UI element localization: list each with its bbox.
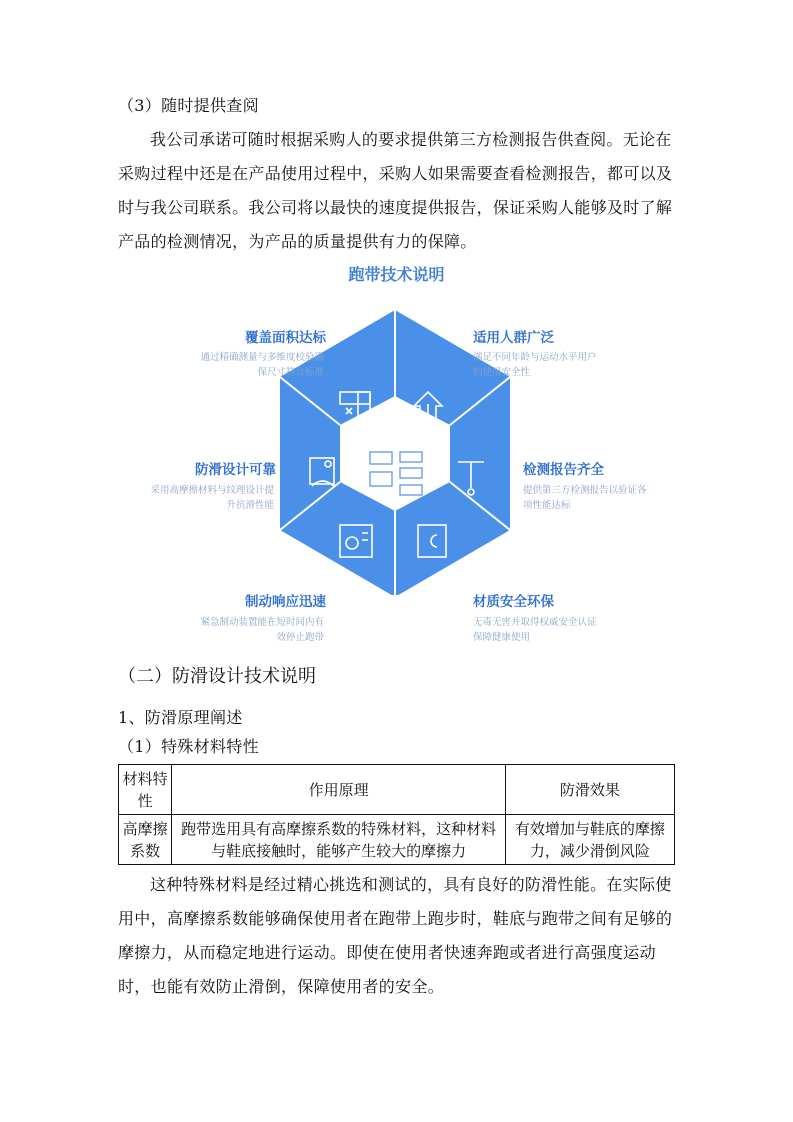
feature-desc-coverage-2: 保尺寸符合标准 [257, 367, 324, 378]
feature-desc-users-2: 的使用安全性 [473, 367, 531, 378]
para1-line3: 时与我公司联系。我公司将以最快的速度提供报告，保证采购人能够及时了解 [118, 198, 673, 217]
feature-desc-braking-1: 紧急制动装置能在短时间内有 [200, 617, 324, 628]
para2-line1: 这种特殊材料是经过精心挑选和测试的，具有良好的防滑性能。在实际使 [150, 875, 672, 894]
feature-desc-material-1: 无毒无害并取得权威安全认证 [473, 617, 597, 628]
table-header-material: 材料特性 [119, 765, 172, 815]
feature-desc-antislip-2: 升抗滑性能 [226, 500, 274, 511]
feature-label-antislip: 防滑设计可靠 [195, 462, 276, 478]
diagram-title: 跑带技术说明 [348, 265, 445, 284]
feature-label-braking: 制动响应迅速 [245, 594, 326, 610]
section-heading-3: （3）随时提供查阅 [118, 96, 259, 115]
section-heading-2: （二）防滑设计技术说明 [118, 666, 316, 687]
table-header-row [119, 765, 675, 815]
feature-label-reports: 检测报告齐全 [523, 462, 604, 478]
hexagon-diagram [280, 305, 510, 595]
para2-line4: 时，也能有效防止滑倒，保障使用者的安全。 [118, 977, 445, 996]
table-header-principle: 作用原理 [172, 765, 505, 815]
feature-label-coverage: 覆盖面积达标 [245, 330, 326, 346]
feature-desc-users-1: 满足不同年龄与运动水平用户 [473, 352, 597, 363]
feature-desc-reports-2: 项性能达标 [523, 500, 571, 511]
table-header-effect: 防滑效果 [505, 765, 674, 815]
para2-line3: 摩擦力，从而稳定地进行运动。即使在使用者快速奔跑或者进行高强度运动 [118, 943, 656, 962]
feature-desc-braking-2: 效停止跑带 [276, 632, 324, 643]
para1-line4: 产品的检测情况，为产品的质量提供有力的保障。 [118, 232, 477, 251]
table-row [119, 815, 675, 865]
feature-desc-reports-1: 提供第三方检测报告以验证各 [523, 485, 647, 496]
feature-desc-antislip-1: 采用高摩擦材料与纹理设计提 [150, 485, 274, 496]
sub-heading-1: 1、防滑原理阐述 [118, 708, 243, 727]
feature-label-material: 材质安全环保 [473, 594, 554, 610]
feature-desc-coverage-1: 通过精确测量与多维度校验确 [200, 352, 324, 363]
sub-heading-1-1: （1）特殊材料特性 [118, 737, 259, 756]
material-table [118, 764, 675, 865]
feature-desc-material-2: 保障健康使用 [473, 632, 531, 643]
para1-line1: 我公司承诺可随时根据采购人的要求提供第三方检测报告供查阅。无论在 [150, 130, 672, 149]
para2-line2: 用中，高摩擦系数能够确保使用者在跑带上跑步时，鞋底与跑带之间有足够的 [118, 909, 673, 928]
table-cell-effect: 有效增加与鞋底的摩擦力，减少滑倒风险 [505, 815, 674, 865]
table-cell-material: 高摩擦系数 [119, 815, 172, 865]
para1-line2: 采购过程中还是在产品使用过程中，采购人如果需要查看检测报告，都可以及 [118, 164, 673, 183]
feature-label-users: 适用人群广泛 [473, 330, 554, 346]
table-cell-principle: 跑带选用具有高摩擦系数的特殊材料，这种材料与鞋底接触时，能够产生较大的摩擦力 [172, 815, 505, 865]
